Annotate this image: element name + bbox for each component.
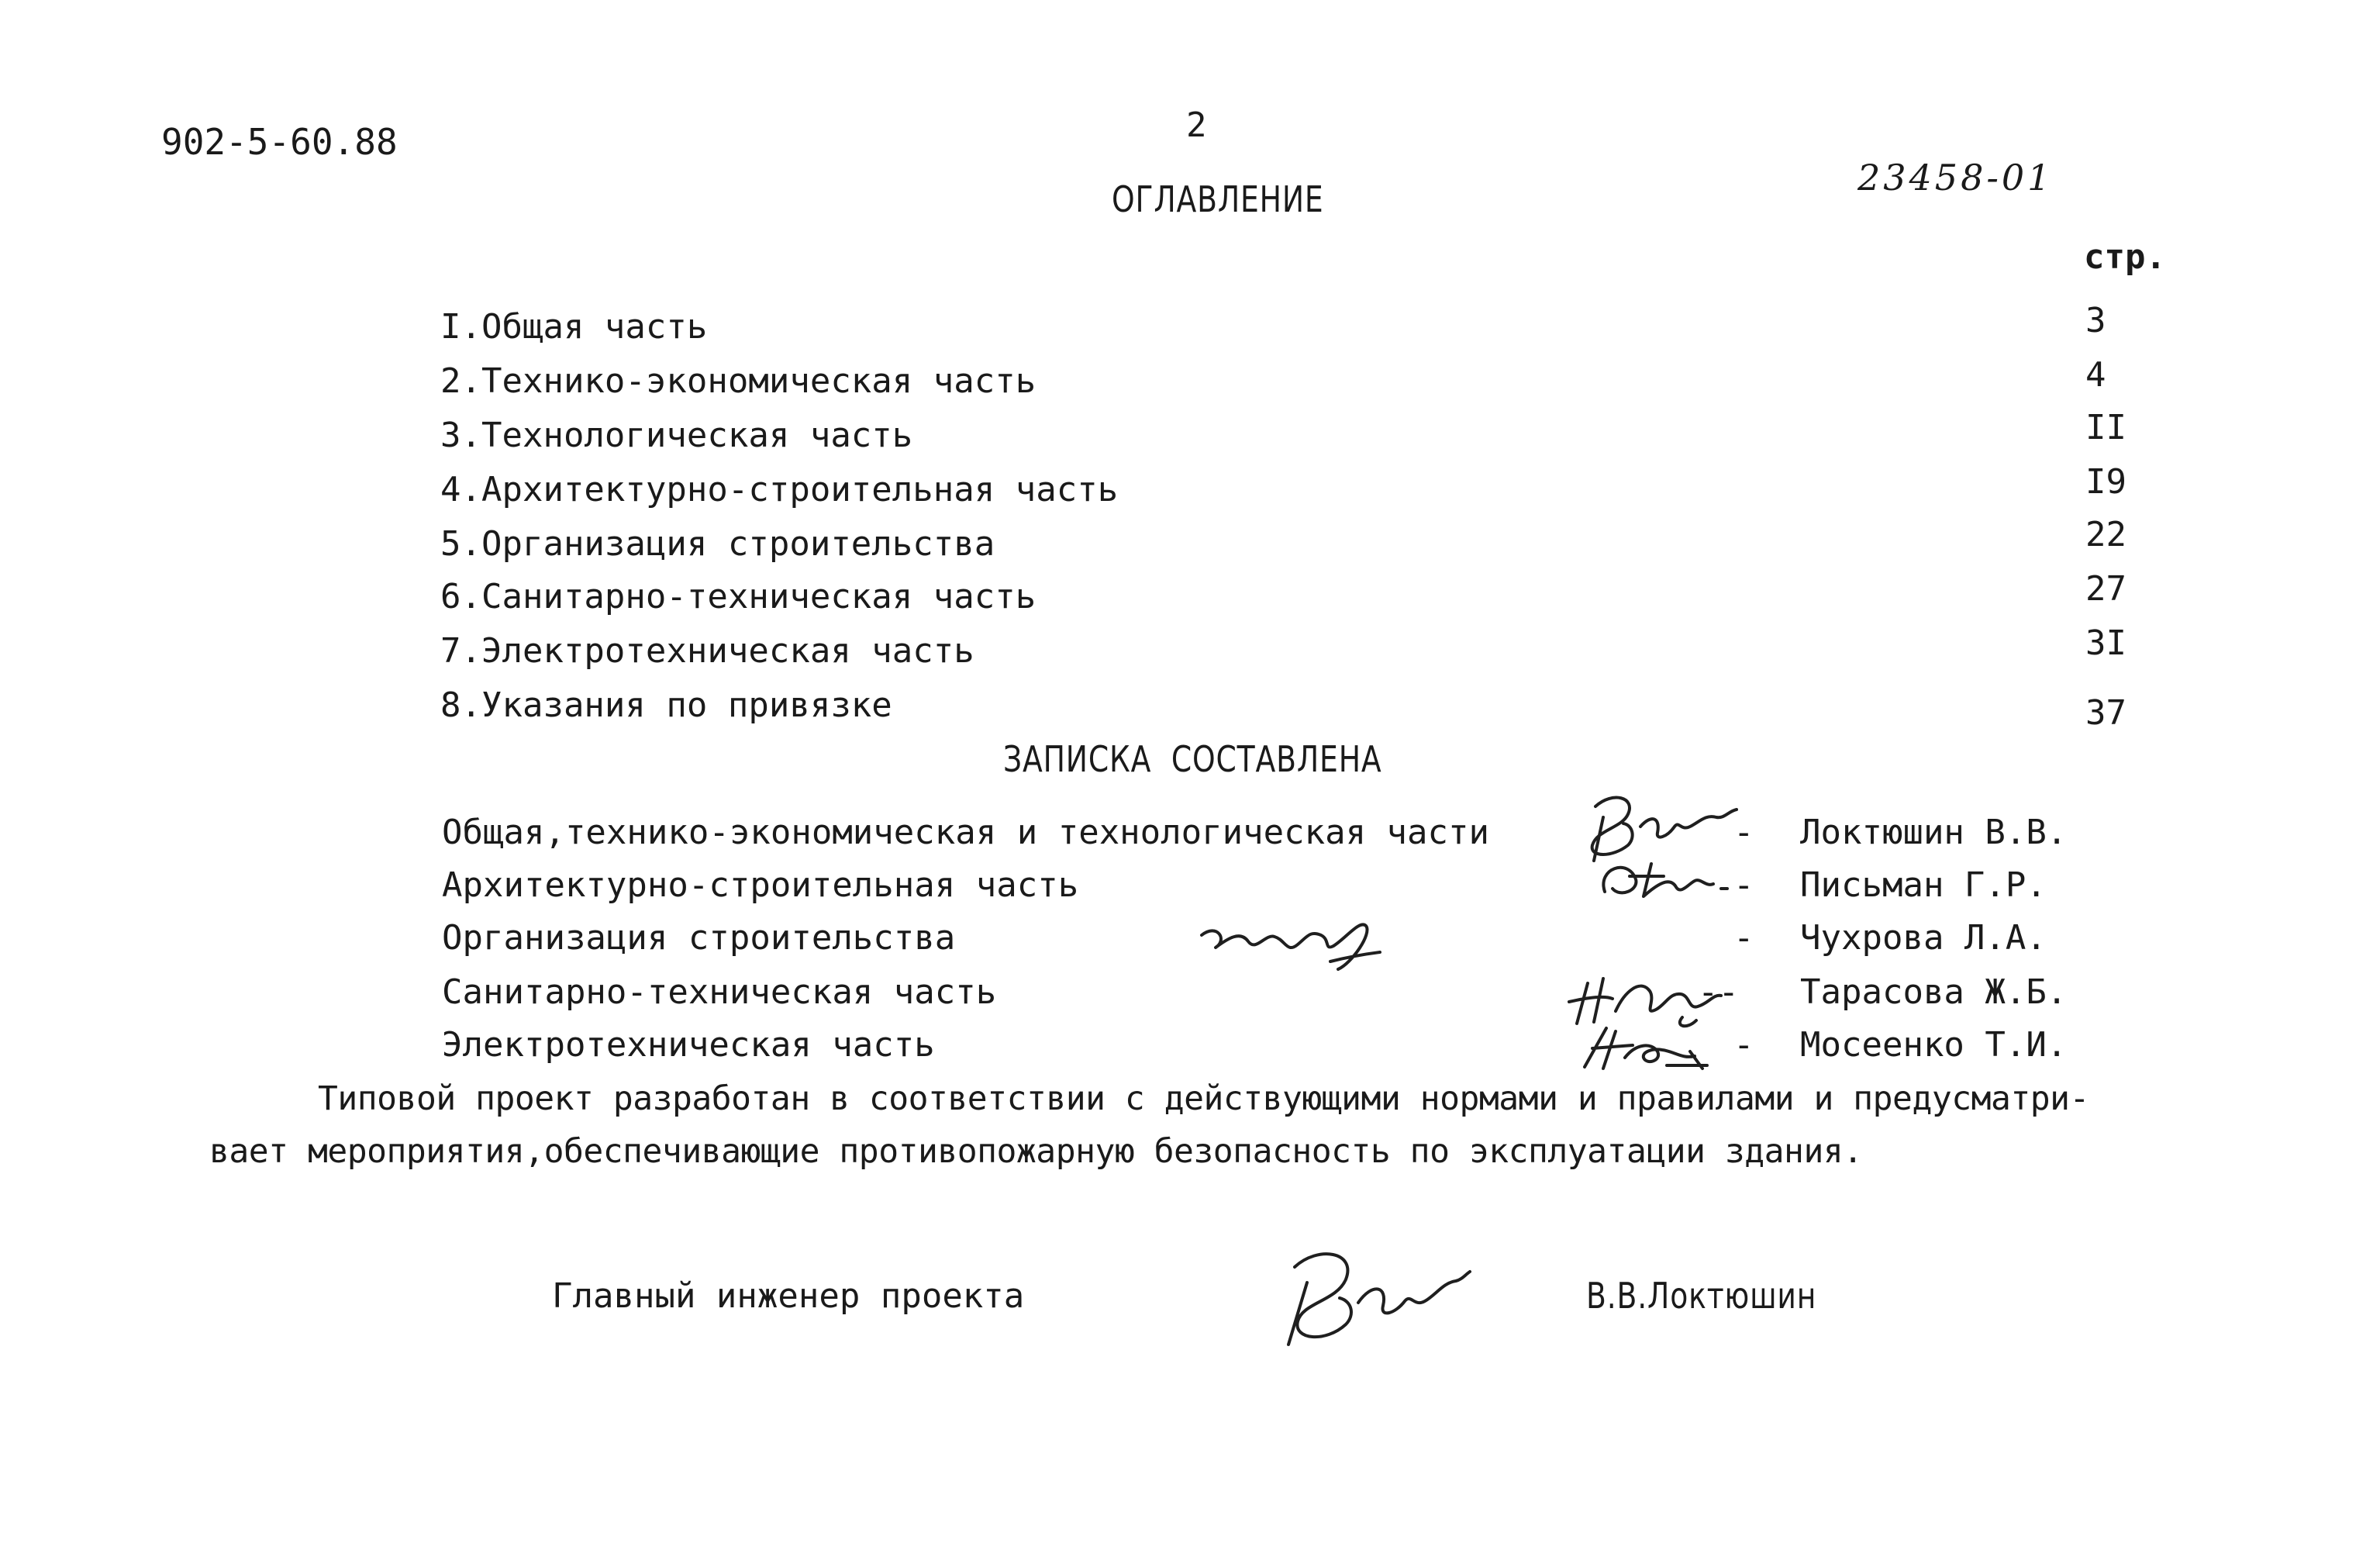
toc-item-label: I.Общая часть — [440, 307, 708, 347]
author-dash: -- — [1698, 972, 1739, 1012]
author-section: Санитарно-техническая часть — [442, 972, 997, 1012]
author-name: Мосеенко Т.И. — [1800, 1025, 2068, 1065]
handwritten-stamp: 23458-01 — [1857, 157, 2054, 199]
signature-moseenko-icon — [1566, 1020, 1737, 1075]
toc-item-page: 37 — [2085, 693, 2126, 733]
page-number: 2 — [1186, 105, 1207, 145]
signature-pisman-icon — [1589, 853, 1752, 907]
note-line-2: вает мероприятия,обеспечивающие противопожарную безопасность по эксплуатации здания. — [209, 1132, 1863, 1171]
author-name: Чухрова Л.А. — [1800, 918, 2047, 958]
toc-item-page: I9 — [2085, 462, 2126, 502]
toc-item-page: 3 — [2085, 301, 2106, 340]
toc-item-label: 7.Электротехническая часть — [440, 631, 974, 671]
author-name: Тарасова Ж.Б. — [1800, 972, 2068, 1012]
page-column-label: стр. — [2084, 237, 2166, 277]
signature-chukhrova-icon — [1194, 907, 1388, 977]
toc-item-label: 8.Указания по привязке — [440, 685, 892, 725]
chief-engineer-name: В.В.Локтюшин — [1586, 1275, 1817, 1317]
toc-title: ОГЛАВЛЕНИЕ — [1112, 178, 1324, 220]
author-section: Архитектурно-строительная часть — [442, 865, 1079, 905]
toc-item-label: 4.Архитектурно-строительная часть — [440, 470, 1119, 509]
signature-chief-engineer-icon — [1271, 1236, 1473, 1352]
note-line-1: Типовой проект разработан в соответствии с действующими нормами и правилами и предусматри- — [318, 1079, 2089, 1118]
toc-item-page: 3I — [2085, 623, 2126, 663]
document-code: 902-5-60.88 — [161, 121, 398, 163]
author-dash: - — [1733, 918, 1754, 958]
authors-title: ЗАПИСКА СОСТАВЛЕНА — [1003, 738, 1382, 780]
toc-item-label: 6.Санитарно-техническая часть — [440, 577, 1037, 616]
toc-item-label: 2.Технико-экономическая часть — [440, 361, 1037, 401]
author-name: Письман Г.Р. — [1800, 865, 2047, 905]
author-dash: - — [1733, 813, 1754, 852]
toc-item-page: 22 — [2085, 515, 2126, 554]
toc-item-label: 5.Организация строительства — [440, 524, 995, 564]
author-dash: - — [1733, 1025, 1754, 1065]
chief-engineer-role: Главный инженер проекта — [552, 1276, 1025, 1316]
toc-item-page: II — [2085, 408, 2126, 447]
author-section: Общая,технико-экономическая и технологическая части — [442, 813, 1490, 852]
toc-item-label: 3.Технологическая часть — [440, 416, 913, 455]
author-section: Организация строительства — [442, 918, 956, 958]
author-dash: - — [1733, 865, 1754, 905]
toc-item-page: 27 — [2085, 569, 2126, 609]
toc-item-page: 4 — [2085, 355, 2106, 395]
author-section: Электротехническая часть — [442, 1025, 935, 1065]
author-name: Локтюшин В.В. — [1800, 813, 2068, 852]
